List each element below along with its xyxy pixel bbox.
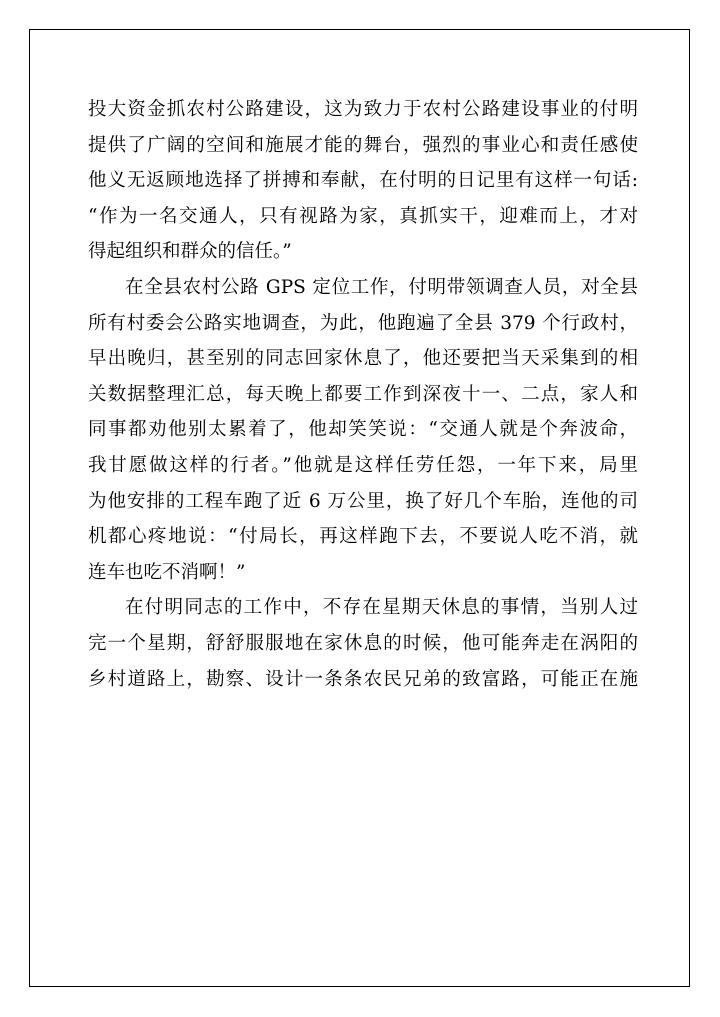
text-line: 早出晚归，甚至别的同志回家休息了，他还要把当天采集到的相: [88, 348, 638, 370]
text-line: 得起组织和群众的信任。”: [88, 241, 292, 263]
text-line: 关数据整理汇总，每天晚上都要工作到深夜十一、二点，家人和: [88, 383, 638, 405]
text-line: 完一个星期，舒舒服服地在家休息的时候，他可能奔走在涡阳的: [88, 632, 638, 654]
text-line: 他义无返顾地选择了拼搏和奉献，在付明的日记里有这样一句话:: [88, 170, 638, 192]
text-line: 在付明同志的工作中，不存在星期天休息的事情，当别人过: [125, 597, 638, 619]
text-line: 在全县农村公路 GPS 定位工作，付明带领调查人员，对全县: [125, 276, 638, 298]
text-line: 连车也吃不消啊！”: [88, 561, 246, 583]
paragraph-3: [88, 590, 638, 697]
text-line: 同事都劝他别太累着了，他却笑笑说：“交通人就是个奔波命，: [88, 419, 638, 441]
text-line: 提供了广阔的空间和施展才能的舞台，强烈的事业心和责任感使: [88, 134, 638, 156]
text-line: 为他安排的工程车跑了近 6 万公里，换了好几个车胎，连他的司: [88, 490, 638, 512]
text-line: 所有村委会公路实地调查，为此，他跑遍了全县 379 个行政村，: [88, 312, 638, 334]
text-line: “作为一名交通人，只有视路为家，真抓实干，迎难而上，才对: [88, 205, 638, 227]
paragraph-2: [88, 270, 638, 590]
document-body: [88, 92, 638, 697]
text-line: 乡村道路上，勘察、设计一条条农民兄弟的致富路，可能正在施: [88, 668, 638, 690]
text-line: 投大资金抓农村公路建设，这为致力于农村公路建设事业的付明: [88, 99, 638, 120]
text-line: 我甘愿做这样的行者。”他就是这样任劳任怨，一年下来，局里: [88, 454, 638, 476]
paragraph-1: [88, 92, 638, 270]
text-line: 机都心疼地说：“付局长，再这样跑下去，不要说人吃不消，就: [88, 526, 638, 548]
